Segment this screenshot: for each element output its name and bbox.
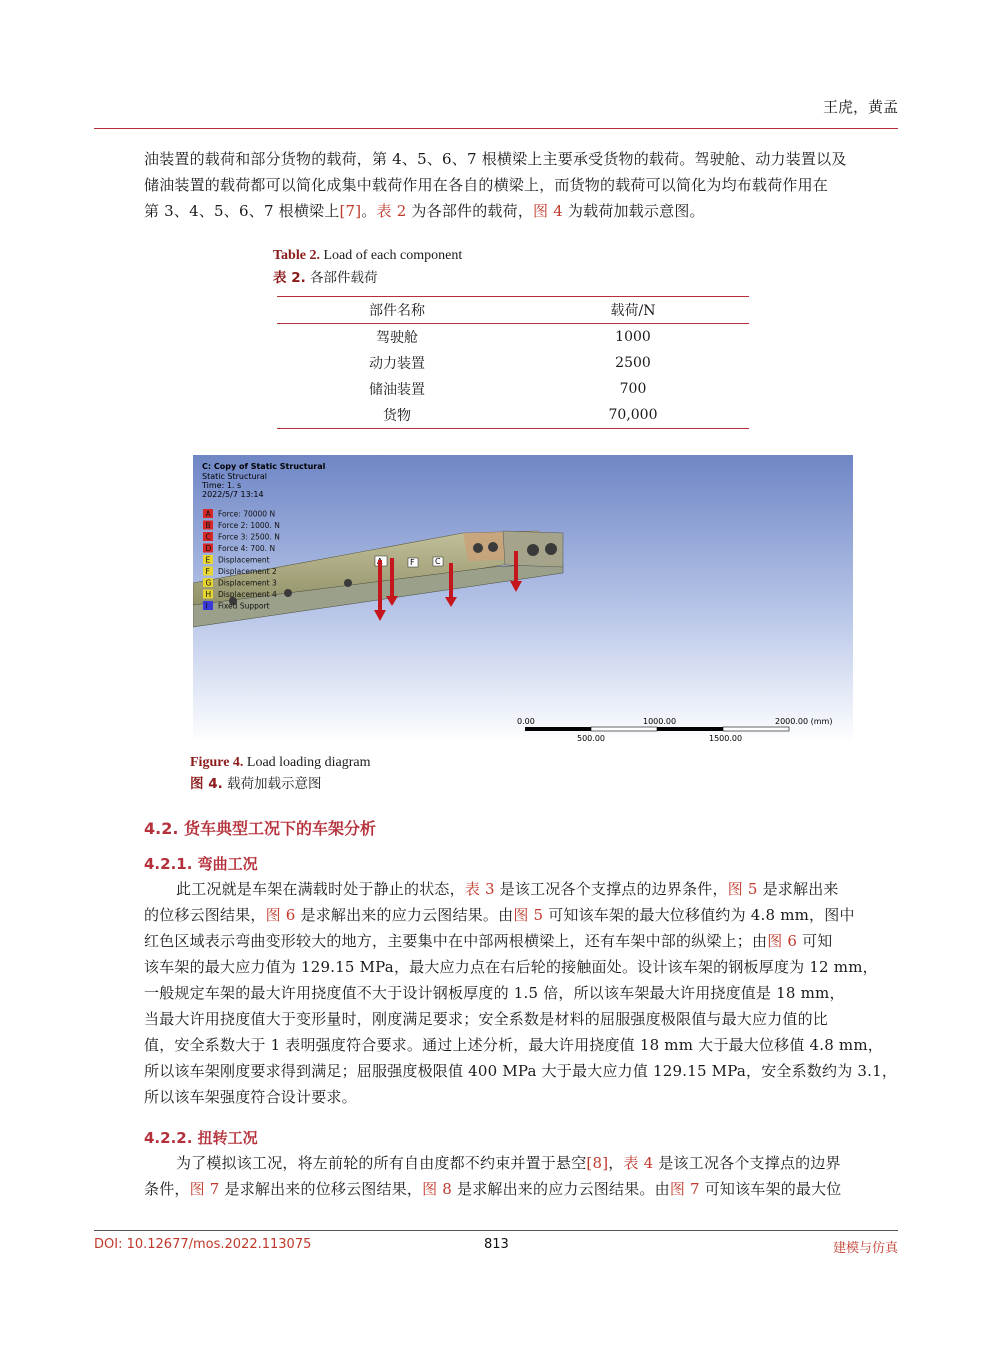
body-line: [144, 876, 898, 902]
table-cell: 驾驶舱: [376, 330, 418, 346]
table-cell: 动力装置: [369, 356, 425, 372]
table-cell: 货物: [383, 408, 411, 424]
legend-label: Force 2: 1000. N: [218, 521, 280, 530]
journal-name: 建模与仿真: [832, 1241, 898, 1256]
legend-label: Displacement 3: [218, 578, 277, 588]
text-run: 为各部件的载荷，: [406, 202, 534, 220]
fea-load-diagram: [193, 455, 853, 743]
body-line: 该车架的最大应力值为 129.15 MPa，最大应力点在右后轮的接触面处。设计该车架的钢板厚度为 12 mm，: [144, 958, 878, 976]
fig-subtitle: Static Structural: [202, 472, 268, 481]
cross-ref-link[interactable]: 表 4: [623, 1154, 654, 1172]
body-line: 所以该车架强度符合设计要求。: [144, 1088, 357, 1106]
body-line: 所以该车架刚度要求得到满足；屈服强度极限值 400 MPa 大于最大应力值 129.15 MPa，安全系数约为 3.1，: [144, 1062, 898, 1080]
intro-line-3: [144, 198, 898, 224]
torsion-paragraph: [144, 1150, 898, 1202]
legend-key: F: [205, 567, 210, 576]
table-caption-en-text: Load of each component: [319, 248, 463, 263]
legend-label: Force 3: 2500. N: [218, 532, 280, 542]
text-run: 是求解出来: [757, 880, 839, 898]
text-run: 是求解出来的位移云图结果，: [219, 1180, 423, 1198]
body-line: 值，安全系数大于 1 表明强度符合要求。通过上述分析，最大许用挠度值 18 mm 大于最大位移值 4.8 mm，: [144, 1036, 883, 1054]
load-table: [277, 296, 749, 429]
text-run: 为了模拟该工况，将左前轮的所有自由度都不约束并置于悬空: [176, 1154, 587, 1172]
legend-key: C: [205, 532, 211, 542]
text-run: 。: [361, 202, 377, 220]
scale-label: 0.00: [517, 717, 535, 726]
table-header-row: [277, 297, 749, 324]
table-header-cell: 部件名称: [369, 303, 425, 319]
figure-caption-en-text: Load loading diagram: [243, 755, 371, 770]
subsection-heading: 4.2.1. 弯曲工况: [144, 855, 258, 873]
text-run: 是该工况各个支撑点的边界: [653, 1154, 841, 1172]
legend-key: B: [205, 521, 211, 530]
table-cell: 70,000: [608, 407, 658, 423]
scale-label: 500.00: [577, 734, 605, 743]
table-caption-en-label: Table 2.: [273, 248, 320, 263]
svg-text:F: F: [410, 558, 415, 567]
scale-label: 2000.00 (mm): [775, 717, 833, 726]
intro-paragraph: [144, 146, 898, 224]
table-cell: 储油装置: [369, 382, 425, 398]
cross-ref-link[interactable]: 图 7: [669, 1180, 700, 1198]
text-run: 可知该车架的最大位: [699, 1180, 842, 1198]
text-run: 是该工况各个支撑点的边界条件，: [494, 880, 728, 898]
figure-caption: [190, 755, 371, 792]
table-row: [277, 324, 749, 351]
legend-label: Displacement 4: [218, 590, 277, 599]
cross-ref-link[interactable]: 图 8: [422, 1180, 453, 1198]
table-caption-zh-text: 各部件载荷: [305, 270, 378, 286]
text-run: 可知该车架的最大位移值约为 4.8 mm，图中: [543, 906, 855, 924]
legend-key: H: [205, 590, 212, 599]
table-caption-zh-label: 表 2.: [273, 270, 306, 286]
footer-doi[interactable]: DOI: 10.12677/mos.2022.113075: [94, 1237, 312, 1252]
body-line: [144, 902, 898, 928]
text-run: 为载荷加载示意图。: [562, 202, 705, 220]
figure-caption-zh-text: 载荷加载示意图: [222, 776, 322, 792]
text-run: 可知: [797, 932, 833, 950]
cross-ref-link[interactable]: 图 6: [265, 906, 296, 924]
cross-ref-link[interactable]: 图 7: [189, 1180, 220, 1198]
footer-rule: [94, 1230, 898, 1231]
table-caption-zh: [273, 266, 462, 286]
intro-line-1: 油装置的载荷和部分货物的载荷，第 4、5、6、7 根横梁上主要承受货物的载荷。驾驶舱、动力装置以及: [144, 150, 847, 168]
legend-key: D: [205, 544, 212, 553]
table-row: [277, 402, 749, 429]
figure-ref-link[interactable]: 图 4: [533, 202, 563, 220]
legend-label: Force: 70000 N: [218, 509, 276, 519]
legend-key: I: [205, 601, 208, 611]
table-header-cell: 载荷/N: [610, 303, 656, 319]
fig-time: Time: 1. s: [202, 481, 242, 490]
text-run: 是求解出来的应力云图结果。由: [452, 1180, 670, 1198]
citation-link[interactable]: [7]: [339, 202, 362, 220]
text-run: 的位移云图结果，: [144, 906, 266, 924]
text-run: 第 3、4、5、6、7 根横梁上: [144, 202, 340, 220]
section-heading: 4.2. 货车典型工况下的车架分析: [144, 819, 376, 838]
bending-paragraph: [144, 876, 898, 1110]
cross-ref-link[interactable]: 图 6: [767, 932, 798, 950]
legend-label: Displacement 2: [218, 567, 277, 576]
body-line: [144, 928, 898, 954]
text-run: 是求解出来的应力云图结果。由: [295, 906, 514, 924]
text-run: 条件，: [144, 1180, 190, 1198]
cross-ref-link[interactable]: [8]: [586, 1154, 609, 1172]
text-run: ，: [608, 1154, 624, 1172]
table-cell: 1000: [615, 329, 651, 345]
table-caption-en: [273, 248, 462, 264]
scale-label: 1000.00: [643, 717, 677, 726]
scale-label: 1500.00: [709, 734, 743, 743]
legend-key: A: [205, 509, 211, 519]
table-ref-link[interactable]: 表 2: [376, 202, 407, 220]
header-rule: [94, 128, 898, 129]
table-cell: 2500: [615, 355, 651, 371]
subsection-heading: 4.2.2. 扭转工况: [144, 1129, 258, 1147]
body-line: [144, 1150, 898, 1176]
bending-paragraph-linked-lines: [144, 876, 898, 954]
cross-ref-link[interactable]: 图 5: [727, 880, 758, 898]
legend-label: Force 4: 700. N: [218, 544, 276, 553]
legend-label: Displacement: [218, 555, 270, 565]
text-run: 红色区域表示弯曲变形较大的地方，主要集中在中部两根横梁上，还有车架中部的纵梁上；由: [144, 932, 768, 950]
svg-text:C: C: [435, 557, 441, 566]
table-cell: 700: [619, 381, 647, 397]
intro-line-2: 储油装置的载荷都可以简化成集中载荷作用在各自的横梁上，而货物的载荷可以简化为均布载荷作用在: [144, 176, 829, 194]
legend-key: E: [205, 555, 211, 565]
fig-title: C: Copy of Static Structural: [202, 462, 326, 471]
fig-date: 2022/5/7 13:14: [202, 490, 264, 499]
legend-swatch: [203, 601, 213, 610]
figure-4-image: [193, 455, 853, 743]
figure-caption-en: [190, 755, 371, 771]
cross-ref-link[interactable]: 表 3: [464, 880, 495, 898]
body-line: 一般规定车架的最大许用挠度值不大于设计钢板厚度的 1.5 倍，所以该车架最大许用挠度值是 18 mm，: [144, 984, 845, 1002]
figure-caption-en-label: Figure 4.: [190, 755, 244, 770]
body-line: 当最大许用挠度值大于变形量时，刚度满足要求；安全系数是材料的屈服强度极限值与最大应力值的比: [144, 1010, 829, 1028]
cross-ref-link[interactable]: 图 5: [513, 906, 544, 924]
legend-key: G: [205, 578, 212, 588]
table-row: [277, 350, 749, 376]
table-row: [277, 376, 749, 402]
body-line: [144, 1176, 898, 1202]
legend-label: Fixed Support: [218, 601, 270, 611]
text-run: 此工况就是车架在满载时处于静止的状态，: [176, 880, 465, 898]
figure-caption-zh: [190, 772, 371, 792]
figure-caption-zh-label: 图 4.: [190, 776, 223, 792]
header-authors: 王虎，黄孟: [822, 98, 898, 116]
page-number: 813: [484, 1237, 509, 1252]
table-caption: [273, 248, 462, 286]
